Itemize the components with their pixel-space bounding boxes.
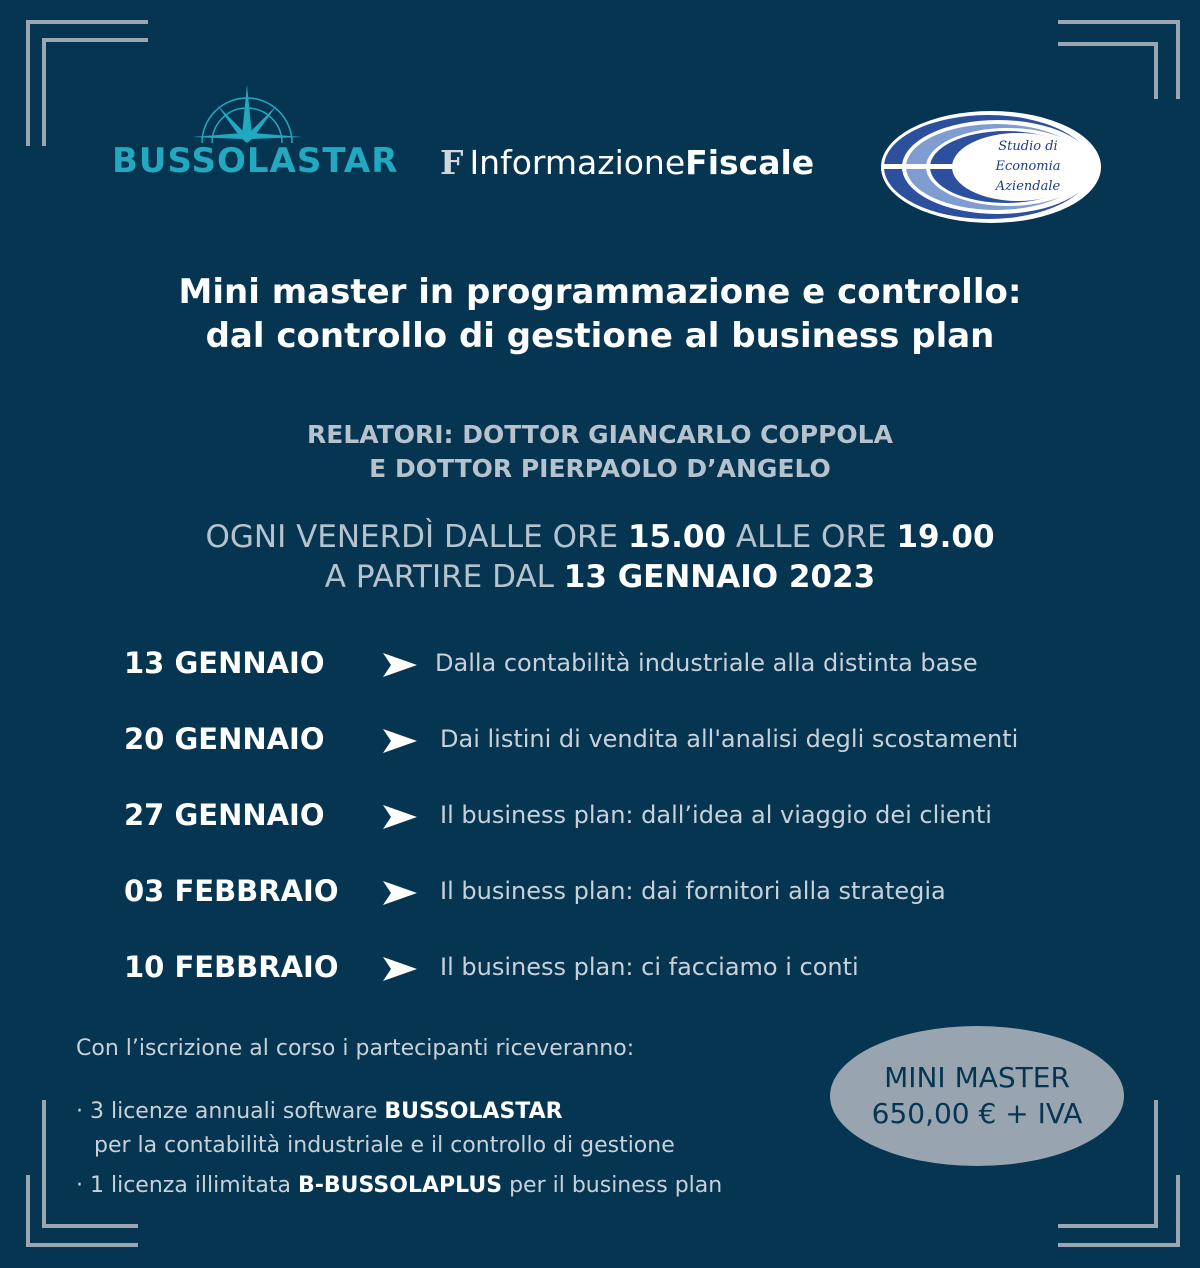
session-topic: Il business plan: dall’idea al viaggio dei clienti bbox=[440, 801, 992, 829]
compass-rose-icon bbox=[112, 85, 382, 145]
benefit-item-2-product: B-BUSSOLAPLUS bbox=[298, 1173, 503, 1198]
schedule-line-1 bbox=[0, 517, 1200, 557]
schedule-prefix: OGNI VENERDÌ DALLE ORE bbox=[205, 519, 628, 555]
session-row bbox=[0, 947, 1200, 987]
informazione-fiscale-mark: F bbox=[440, 143, 464, 182]
schedule bbox=[0, 517, 1200, 597]
price-badge-amount: 650,00 € + IVA bbox=[871, 1097, 1083, 1130]
end-time: 19.00 bbox=[896, 519, 995, 555]
informazione-wordmark: Informazione bbox=[469, 143, 686, 182]
benefit-item-1-product: BUSSOLASTAR bbox=[384, 1099, 563, 1124]
session-date: 03 FEBBRAIO bbox=[124, 874, 339, 908]
title-line-1: Mini master in programmazione e controllo: bbox=[178, 272, 1022, 312]
speakers bbox=[0, 418, 1200, 486]
schedule-middle: ALLE ORE bbox=[726, 519, 897, 555]
studio-economia-aziendale-logo bbox=[878, 108, 1104, 226]
start-prefix: A PARTIRE DAL bbox=[324, 559, 564, 595]
speakers-line-2: E DOTTOR PIERPAOLO D’ANGELO bbox=[369, 454, 831, 483]
price-badge-title: MINI MASTER bbox=[884, 1061, 1070, 1094]
start-time: 15.00 bbox=[627, 519, 727, 555]
bullet-dot-icon: · bbox=[76, 1099, 90, 1124]
session-date: 27 GENNAIO bbox=[124, 798, 325, 832]
price-badge bbox=[830, 1026, 1124, 1166]
benefits-intro: Con l’iscrizione al corso i partecipanti riceveranno: bbox=[76, 1036, 635, 1061]
speakers-line-1: RELATORI: DOTTOR GIANCARLO COPPOLA bbox=[307, 420, 893, 449]
benefit-item-1-prefix: 3 licenze annuali software bbox=[90, 1099, 385, 1124]
session-row bbox=[0, 795, 1200, 835]
arrow-right-icon bbox=[383, 653, 417, 677]
benefit-item-2-prefix: 1 licenza illimitata bbox=[90, 1173, 299, 1198]
session-topic: Il business plan: dai fornitori alla strategia bbox=[440, 877, 946, 905]
studio-line-1: Studio di bbox=[998, 139, 1058, 154]
benefit-item-1-line-2: per la contabilità industriale e il controllo di gestione bbox=[94, 1133, 675, 1158]
arrow-right-icon bbox=[383, 881, 417, 905]
bullet-dot-icon: · bbox=[76, 1173, 90, 1198]
arrow-right-icon bbox=[383, 805, 417, 829]
session-topic: Dai listini di vendita all'analisi degli scostamenti bbox=[440, 725, 1019, 753]
session-date: 20 GENNAIO bbox=[124, 722, 325, 756]
benefit-item-1-line-1 bbox=[76, 1095, 675, 1129]
session-date: 13 GENNAIO bbox=[124, 646, 325, 680]
page-title bbox=[0, 270, 1200, 358]
informazione-fiscale-logo bbox=[440, 143, 814, 183]
bussolastar-logo bbox=[112, 85, 399, 185]
benefit-item-2 bbox=[76, 1169, 722, 1203]
bussolastar-wordmark: BUSSOLASTAR bbox=[112, 141, 399, 181]
arrow-right-icon bbox=[383, 957, 417, 981]
corner-bracket-top-right-inner bbox=[1058, 42, 1158, 99]
session-date: 10 FEBBRAIO bbox=[124, 950, 339, 984]
session-row bbox=[0, 871, 1200, 911]
session-topic: Il business plan: ci facciamo i conti bbox=[440, 953, 859, 981]
title-line-2: dal controllo di gestione al business plan bbox=[205, 316, 995, 356]
benefit-item-2-suffix: per il business plan bbox=[502, 1173, 723, 1198]
benefit-item-1 bbox=[76, 1095, 675, 1163]
session-row bbox=[0, 643, 1200, 683]
fiscale-wordmark: Fiscale bbox=[685, 143, 815, 182]
studio-line-2: Economia bbox=[995, 159, 1061, 174]
arrow-right-icon bbox=[383, 729, 417, 753]
schedule-line-2 bbox=[0, 557, 1200, 597]
session-topic: Dalla contabilità industriale alla distinta base bbox=[435, 649, 978, 677]
start-date: 13 GENNAIO 2023 bbox=[563, 559, 876, 595]
session-row bbox=[0, 719, 1200, 759]
studio-line-3: Aziendale bbox=[995, 179, 1061, 194]
